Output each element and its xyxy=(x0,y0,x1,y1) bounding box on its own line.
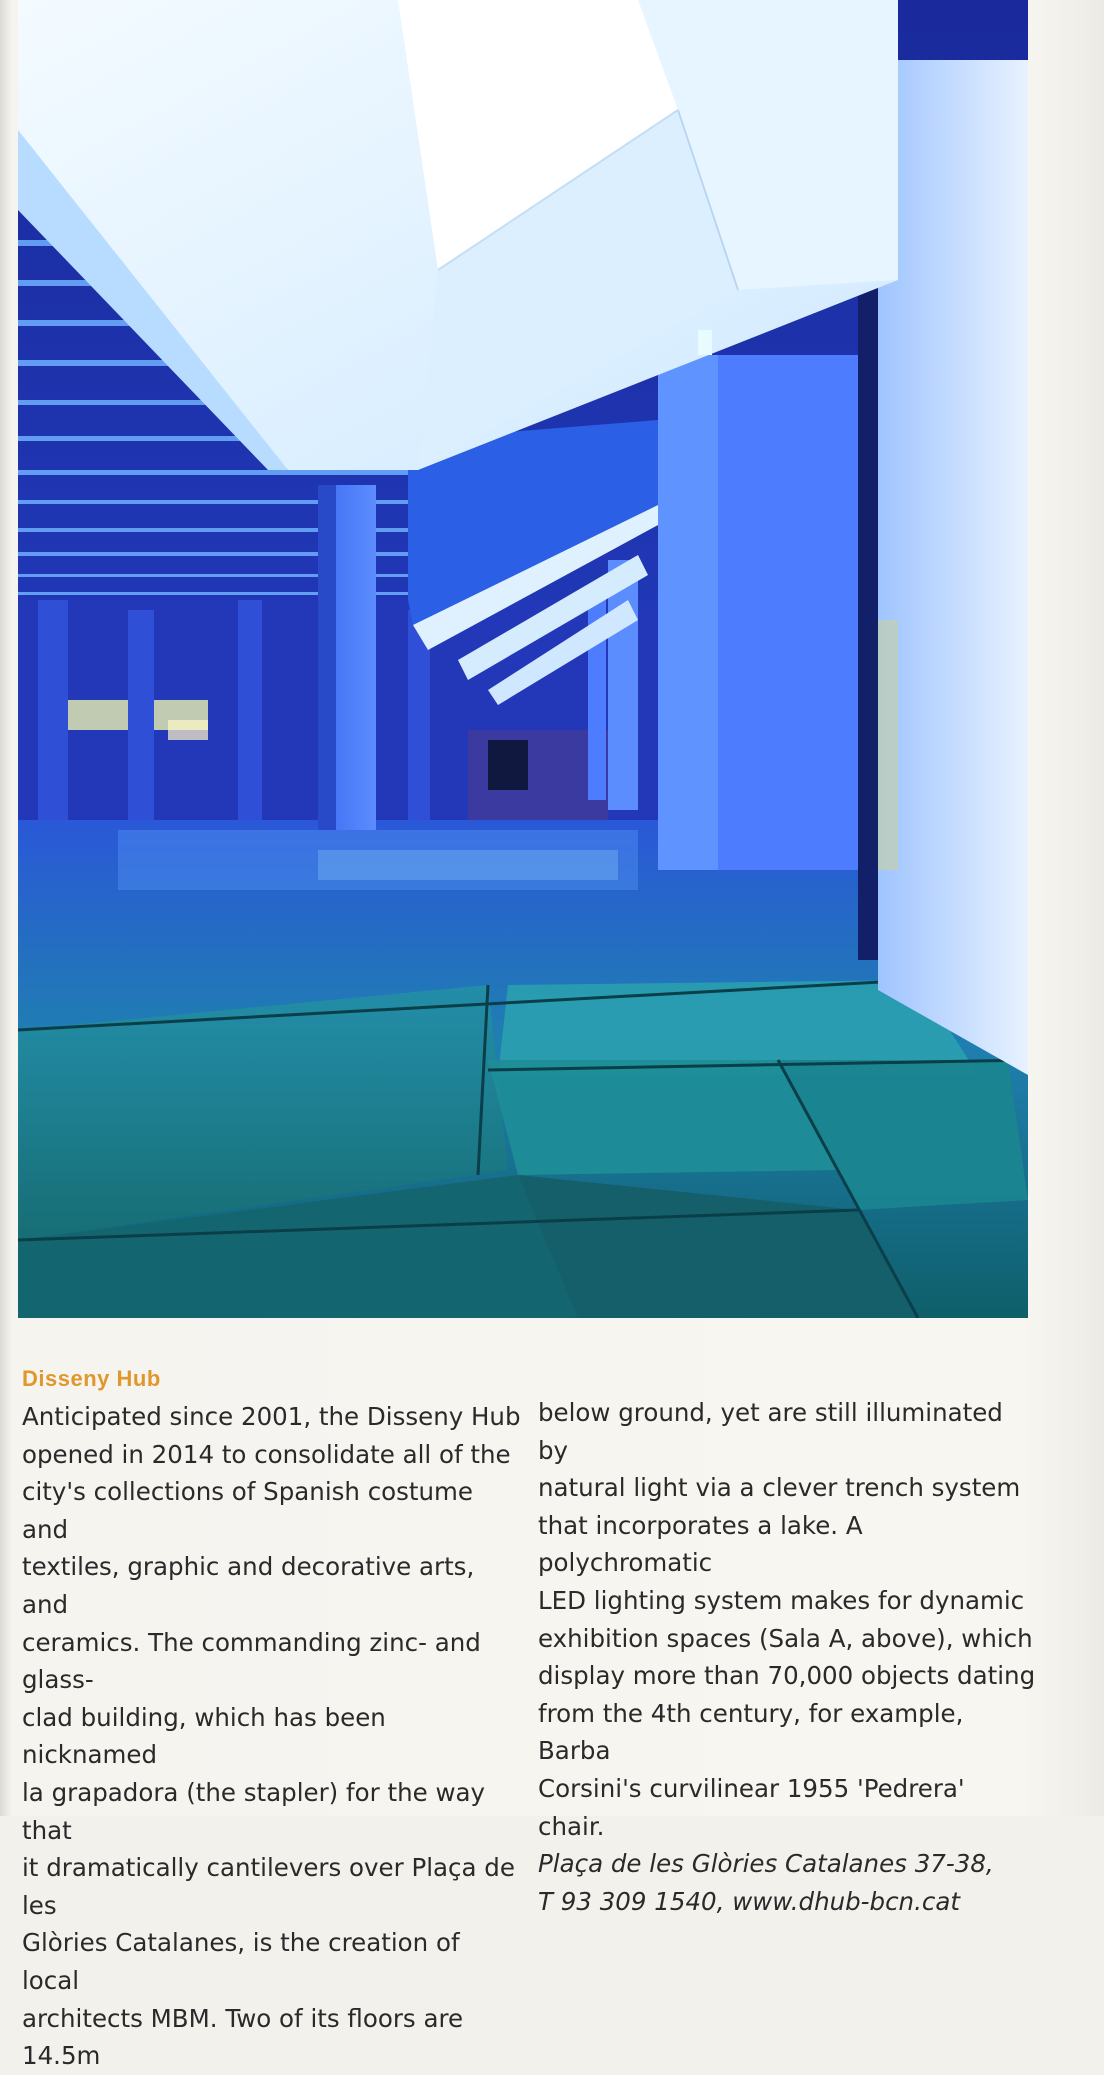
article-left-column xyxy=(22,1398,522,2075)
body-line: LED lighting system makes for dynamic xyxy=(538,1585,1025,1615)
address-line: Plaça de les Glòries Catalanes 37-38, xyxy=(538,1849,994,1879)
body-line: textiles, graphic and decorative arts, and xyxy=(22,1552,475,1619)
body-line: ceramics. The commanding zinc- and glass- xyxy=(22,1627,481,1695)
body-line: below ground, yet are still illuminated by xyxy=(538,1398,1003,1465)
article-heading: Disseny Hub xyxy=(22,1366,161,1391)
body-line: Corsini's curvilinear 1955 'Pedrera' chair. xyxy=(538,1773,965,1841)
body-line: Anticipated since 2001, the Disseny Hub xyxy=(22,1402,521,1431)
contact-line: T 93 309 1540, www.dhub-bcn.cat xyxy=(538,1886,960,1916)
body-line: from the 4th century, for example, Barba xyxy=(538,1698,964,1766)
body-line: opened in 2014 to consolidate all of the xyxy=(22,1439,511,1469)
body-line: architects MBM. Two of its floors are 14.5m xyxy=(22,2003,464,2071)
body-line: la grapadora (the stapler) for the way that xyxy=(22,1777,486,1845)
body-line: Glòries Catalanes, is the creation of local xyxy=(22,1928,460,1995)
body-line: exhibition spaces (Sala A, above), which xyxy=(538,1623,1033,1653)
article-right-column xyxy=(538,1394,1038,1920)
interior-photo xyxy=(18,0,1028,1318)
body-line: display more than 70,000 objects dating xyxy=(538,1661,1036,1691)
body-line: that incorporates a lake. A polychromatic xyxy=(538,1510,863,1578)
interior-photo-graphic xyxy=(18,0,1028,1318)
body-line: clad building, which has been nicknamed xyxy=(22,1702,386,1770)
body-line: city's collections of Spanish costume and xyxy=(22,1477,474,1544)
body-line: it dramatically cantilevers over Plaça de les xyxy=(22,1853,515,1920)
body-line: natural light via a clever trench system xyxy=(538,1473,1021,1503)
